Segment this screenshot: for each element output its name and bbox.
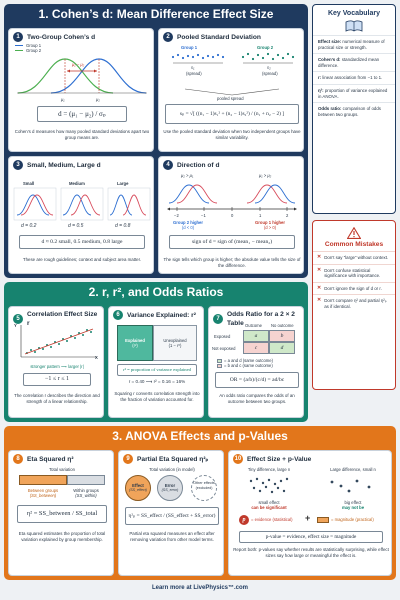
- cell-c: c: [243, 342, 269, 354]
- scatter-plot: [15, 323, 99, 361]
- card-title: Small, Medium, Large d: [27, 161, 101, 169]
- section-title: 2. r, r², and Odds Ratios: [88, 285, 224, 299]
- card-effect-size-p-value: [228, 450, 392, 576]
- unexplained-sub: (1 − r²): [168, 343, 182, 348]
- footer-link[interactable]: Learn more at LivePhysics™.com: [151, 585, 249, 591]
- magnitude-swatch: [317, 517, 329, 523]
- card-small-medium-large: [8, 156, 154, 274]
- eta-squared-formula: η² = SS_between / SS_total: [17, 505, 107, 523]
- d-rule: d ≈ 0.2 small, 0.5 medium, 0.8 large: [19, 235, 145, 249]
- card-number: 6: [113, 310, 123, 320]
- explained-box: [117, 325, 153, 361]
- card-correlation-r: [8, 306, 104, 418]
- vocab-item: η²: proportion of variance explained in ANOVA.: [313, 84, 395, 102]
- vocab-title: Key Vocabulary: [327, 10, 380, 17]
- right-bottom-label: big effect may not be: [341, 500, 365, 510]
- explained-label: Explained: [125, 338, 145, 343]
- card-partial-eta: [118, 450, 224, 576]
- x-icon: ✕: [317, 254, 322, 260]
- card-number: 2: [163, 32, 173, 42]
- card-title: Effect Size + p-Value: [247, 455, 312, 463]
- warning-icon: [347, 227, 361, 239]
- s1-label: s₁: [191, 65, 195, 70]
- error-circle: Error (SS_error): [157, 475, 183, 501]
- card-title: Odds Ratio for a 2 × 2 Table: [227, 311, 295, 327]
- other-effects-circle: Other effects (excluded): [191, 475, 217, 501]
- card-caption: Use the pooled standard deviation when two independent groups have similar variability.: [163, 129, 301, 140]
- cell-b: b: [269, 330, 295, 342]
- card-number: 3: [13, 160, 23, 170]
- card-odds-ratio: [208, 306, 304, 418]
- not-exposed-label: Not exposed: [212, 346, 236, 351]
- section-title: 1. Cohen’s d: Mean Difference Effect Size: [38, 7, 274, 21]
- exposed-label: Exposed: [214, 334, 231, 339]
- card-caption: The correlation r describes the direction and strength of a linear relationship.: [14, 393, 100, 404]
- mistake-item: ✕ Don’t confuse statistical significance with importance.: [313, 264, 395, 282]
- left-sub: (d < 0): [181, 225, 195, 230]
- card-title: Correlation Effect Size r: [27, 311, 98, 327]
- r-range-formula: −1 ≤ r ≤ 1: [23, 373, 91, 386]
- legend-swatch-green: [217, 359, 222, 363]
- group1-label: Group 1: [181, 45, 198, 50]
- small-label: Small: [23, 181, 35, 186]
- r2-note: r² = proportion of variance explained: [117, 364, 197, 376]
- effect-circle: Effect (SS_effect): [125, 475, 151, 501]
- mistake-item: ✕ Don’t compare η² and partial η²ₚ as if identical.: [313, 294, 395, 312]
- card-eta-squared: [8, 450, 114, 576]
- d-medium: d = 0.5: [68, 223, 84, 229]
- r2-example: r = 0.40 ⟶ r² = 0.16 = 16%: [128, 379, 186, 384]
- card-caption: Eta squared estimates the proportion of total variation explained by group membership.: [18, 531, 106, 542]
- dot-clusters: [163, 51, 301, 99]
- card-number: 9: [123, 454, 133, 464]
- group2-label: Group 2: [257, 45, 274, 50]
- dot-comparison: [237, 475, 385, 499]
- section-title: 3. ANOVA Effects and p-Values: [112, 429, 288, 443]
- mu-diff-label: μ₁ − μ₂: [72, 62, 85, 67]
- between-label: Between groups (SS_between): [27, 488, 59, 498]
- mistake-item: ✕ Don’t ignore the sign of d or r.: [313, 282, 395, 295]
- card-pooled-sd: [158, 28, 304, 152]
- card-caption: An odds ratio compares the odds of an outcome between two groups.: [219, 393, 295, 404]
- medium-label: Medium: [69, 181, 85, 186]
- p-badge: p: [239, 515, 249, 525]
- left-bottom-label: small effect can be significant: [251, 500, 287, 510]
- legend: [15, 43, 41, 53]
- no-outcome-header: No outcome: [271, 323, 294, 328]
- mistakes-title: Common Mistakes: [324, 241, 384, 248]
- mistakes-panel: [312, 220, 396, 390]
- d-small: d = 0.2: [21, 223, 37, 229]
- card-title: Variance Explained: r²: [127, 311, 196, 319]
- card-caption: Squaring r converts correlation strength into the fraction of variation accounted for.: [114, 391, 200, 402]
- tick-1: 1: [259, 213, 262, 218]
- left-top-label: Tiny difference, large n: [247, 467, 291, 472]
- legend-swatch-pink: [217, 364, 222, 368]
- legend-group1: Group 1: [26, 43, 42, 48]
- x-axis-label: X: [95, 355, 98, 360]
- card-title: Eta Squared η²: [27, 455, 74, 463]
- summary-formula: p-value = evidence, effect size = magnitude: [239, 531, 383, 543]
- left-label: Group 2 higher: [173, 220, 204, 225]
- tick-m1: −1: [201, 213, 206, 218]
- card-caption: These are rough guidelines; context and subject area matter.: [22, 257, 142, 262]
- plus-icon: +: [305, 513, 311, 523]
- vocab-item: Odds ratio: comparison of odds between two groups.: [313, 102, 395, 120]
- vocab-item: Cohen’s d: standardized mean difference.: [313, 53, 395, 71]
- card-direction-of-d: [158, 156, 304, 274]
- card-number: 5: [13, 314, 23, 324]
- card-title: Direction of d: [177, 161, 220, 169]
- card-caption: Report both: p-values say whether results are statistically surprising, while effect sizes say how large or meaningful the effect is.: [233, 547, 389, 558]
- right-label: Group 1 higher: [255, 220, 286, 225]
- vocab-panel: [312, 4, 396, 214]
- spread1-label: (spread): [186, 71, 202, 76]
- book-icon: [345, 20, 363, 32]
- odds-ratio-formula: OR = (a/b)/(c/d) = ad/bc: [215, 372, 299, 388]
- spread2-label: (spread): [262, 71, 278, 76]
- within-bar: [67, 475, 105, 485]
- d-large: d = 0.8: [115, 223, 131, 229]
- card-number: 4: [163, 160, 173, 170]
- magnitude-label: = magnitude (practical): [331, 517, 374, 522]
- card-title: Two-Group Cohen’s d: [27, 33, 96, 41]
- explained-sub: (r²): [132, 343, 138, 348]
- cell-a: a: [243, 330, 269, 342]
- card-number: 8: [13, 454, 23, 464]
- card-number: 10: [234, 456, 242, 462]
- right-sub: (d > 0): [263, 225, 277, 230]
- top-label-left: μ₂ > μ₁: [181, 173, 194, 178]
- vocab-item: Effect size: numerical measure of practical size or strength.: [313, 35, 395, 53]
- card-title: Pooled Standard Deviation: [177, 33, 261, 41]
- pooled-spread-label: pooled spread: [217, 96, 244, 101]
- tick-m2: −2: [174, 213, 179, 218]
- partial-eta-formula: η²ₚ = SS_effect / (SS_effect + SS_error): [125, 507, 219, 525]
- three-curve-panels: [13, 187, 151, 221]
- right-direction-label: [255, 220, 285, 230]
- between-bar: [19, 475, 67, 485]
- unexplained-box: [153, 325, 197, 361]
- outcome-header: Outcome: [245, 323, 262, 328]
- legend-group2: Group 2: [26, 48, 42, 53]
- within-label: Within groups (SS_within): [73, 488, 99, 498]
- s2-label: s₂: [267, 65, 271, 70]
- unexplained-label: Unexplained: [163, 338, 187, 343]
- total-model-label: Total variation (in model): [149, 467, 195, 472]
- large-label: Large: [117, 181, 129, 186]
- card-variance-explained: [108, 306, 204, 418]
- x-icon: ✕: [317, 297, 322, 304]
- cohens-d-formula: d = (μ₁ − μ₂) / σₚ: [37, 106, 127, 122]
- x-icon: ✕: [317, 266, 322, 273]
- card-two-group-d: [8, 28, 154, 152]
- stronger-pattern-label: stronger pattern ⟶ larger |r|: [30, 364, 84, 369]
- card-title: Partial Eta Squared η²ₚ: [137, 455, 209, 463]
- card-number: 7: [213, 314, 223, 324]
- right-top-label: Large difference, small n: [330, 467, 376, 472]
- two-curves-diagram: [13, 53, 151, 97]
- card-caption: The sign tells which group is higher; the absolute value tells the size of the difference.: [163, 257, 301, 268]
- card-number: 1: [13, 32, 23, 42]
- total-variation-label: Total variation: [49, 467, 75, 472]
- legend-same-outcome: = a and d (same outcome) = b and c (same outcome): [217, 358, 273, 368]
- mistake-item: ✕ Don’t say “large” without context.: [313, 251, 395, 264]
- evidence-label: = evidence (statistical): [251, 517, 293, 522]
- pooled-sd-formula: sₚ = √[ ((n₁ − 1)s₁² + (n₂ − 1)s₂²) / (n₁ + n₂ − 2) ]: [165, 104, 299, 124]
- y-axis-label: Y: [14, 323, 17, 328]
- tick-0: 0: [231, 213, 234, 218]
- mu1-label: μ₁: [61, 97, 65, 102]
- cell-d: d: [269, 342, 295, 354]
- mu2-label: μ₂: [96, 97, 100, 102]
- left-direction-label: [173, 220, 203, 230]
- top-label-right: μ₁ > μ₂: [259, 173, 272, 178]
- tick-2: 2: [286, 213, 289, 218]
- x-icon: ✕: [317, 284, 322, 291]
- sign-formula: sign of d = sign of (mean₁ − mean₂): [169, 235, 295, 249]
- card-caption: Cohen’s d measures how many pooled standard deviations apart two group means are.: [14, 129, 150, 140]
- card-caption: Partial eta squared measures an effect after removing variation from other model terms.: [129, 531, 215, 542]
- vocab-item: r: linear association from −1 to 1.: [313, 71, 395, 84]
